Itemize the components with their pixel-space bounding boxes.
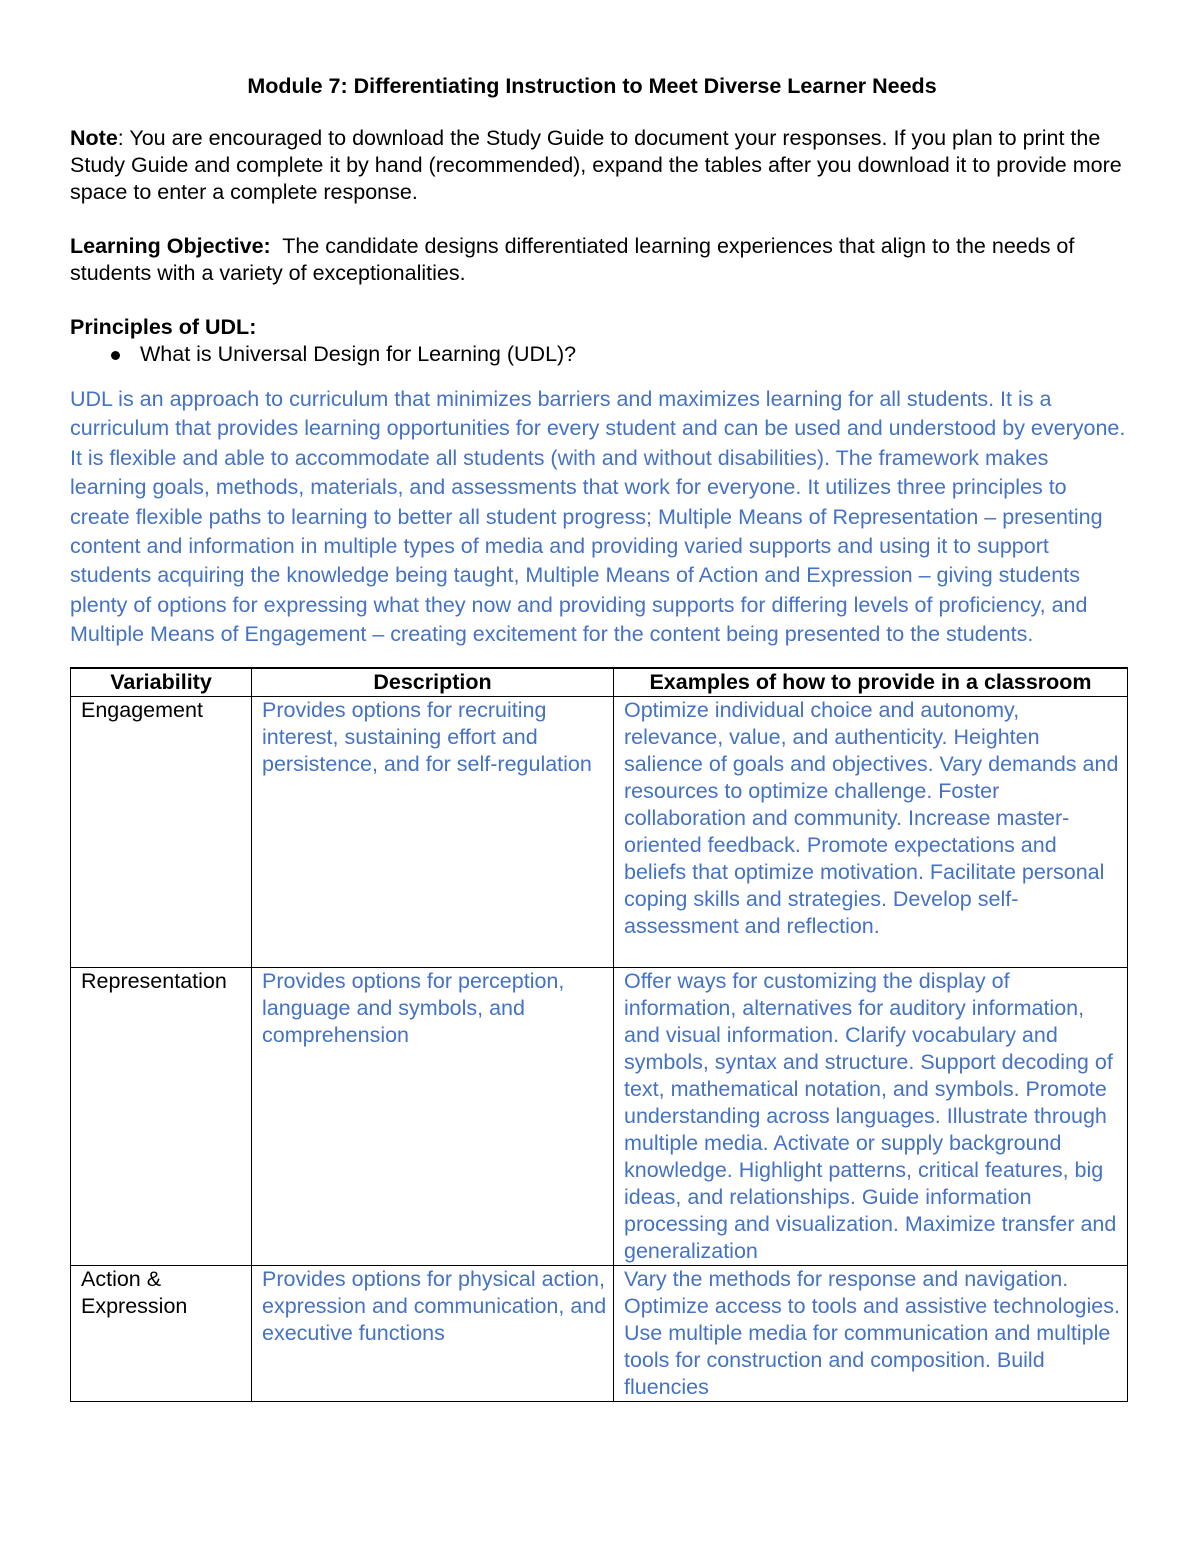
cell-description: Provides options for recruiting interest, sustaining effort and persistence, and for self-regulation [252,696,614,967]
udl-table [70,667,1128,1402]
note-text: : You are encouraged to download the Study Guide to document your responses. If you plan to print the Study Guide and complete it by hand (recommended), expand the tables after you download it to provide more space to enter a complete response. [70,126,1122,204]
objective-paragraph [70,233,1128,287]
bullet-question: What is Universal Design for Learning (UDL)? [140,342,577,366]
cell-variability: Action & Expression [71,1265,252,1401]
cell-examples: Optimize individual choice and autonomy, relevance, value, and authenticity. Heighten salience of goals and objectives. Vary demands and resources to optimize challenge. Foster collaboration and community. Increase master-oriented feedback. Promote expectations and beliefs that optimize motivation. Facilitate personal coping skills and strategies. Develop self-assessment and reflection. [614,696,1128,967]
document-title: Module 7: Differentiating Instruction to Meet Diverse Learner Needs [247,74,937,98]
cell-examples: Vary the methods for response and navigation. Optimize access to tools and assistive technologies. Use multiple media for communication and multiple tools for construction and composition. Build fluencies [614,1265,1128,1401]
list-item [70,341,1128,368]
cell-examples: Offer ways for customizing the display of information, alternatives for auditory information, and visual information. Clarify vocabulary and symbols, syntax and structure. Support decoding of text, mathematical notation, and symbols. Promote understanding across languages. Illustrate through multiple media. Activate or supply background knowledge. Highlight patterns, critical features, big ideas, and relationships. Guide information processing and visualization. Maximize transfer and generalization [614,967,1128,1265]
cell-description: Provides options for perception, language and symbols, and comprehension [252,967,614,1265]
header-examples: Examples of how to provide in a classroom [614,668,1128,697]
principles-heading: Principles of UDL: [70,315,257,339]
header-description: Description [252,668,614,697]
table-header-row [71,668,1128,697]
udl-answer: UDL is an approach to curriculum that minimizes barriers and maximizes learning for all students. It is a curriculum that provides learning opportunities for every student and can be used and understood by everyone. It is flexible and able to accommodate all students (with and without disabilities). The framework makes learning goals, methods, materials, and assessments that work for everyone. It utilizes three principles to create flexible paths to learning to better all student progress; Multiple Means of Representation – presenting content and information in multiple types of media and providing varied supports and using it to support students acquiring the knowledge being taught, Multiple Means of Action and Expression – giving students plenty of options for expressing what they now and providing supports for differing levels of proficiency, and Multiple Means of Engagement – creating excitement for the content being presented to the students. [70,387,1126,647]
table-row [71,1265,1128,1401]
objective-label: Learning Objective: [70,234,271,258]
cell-variability: Representation [71,967,252,1265]
cell-variability: Engagement [71,696,252,967]
note-paragraph [70,125,1128,206]
document-page [70,72,1128,1402]
header-variability: Variability [71,668,252,697]
question-list [70,341,1128,368]
note-label: Note [70,126,118,150]
table-row [71,696,1128,967]
cell-description: Provides options for physical action, expression and communication, and executive functions [252,1265,614,1401]
table-row [71,967,1128,1265]
objective-text: The candidate designs differentiated learning experiences that align to the needs of students with a variety of exceptionalities. [70,234,1081,285]
bullet-icon [111,351,120,360]
